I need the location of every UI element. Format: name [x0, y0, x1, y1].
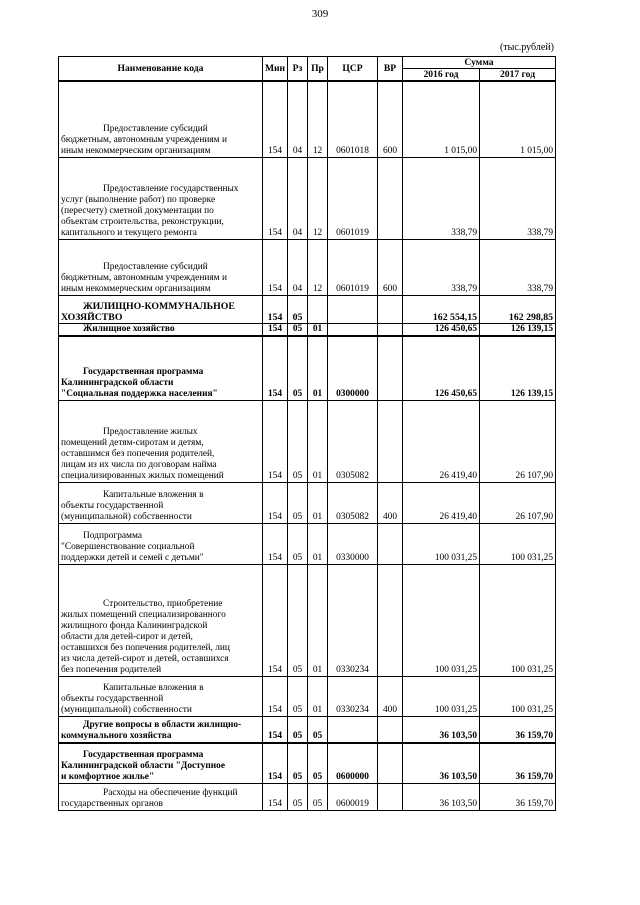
row-vr	[378, 400, 403, 482]
row-sum-2016: 36 103,50	[403, 716, 480, 743]
row-name: Предоставление субсидий бюджетным, автономным учреждениям и иным некоммерческим организациям	[59, 239, 263, 295]
row-name: Жилищное хозяйство	[59, 323, 263, 336]
row-pr: 01	[308, 482, 328, 523]
row-sum-2017: 126 139,15	[480, 336, 556, 400]
header-csr: ЦСР	[328, 57, 378, 82]
table-row	[59, 676, 556, 716]
row-csr: 0305082	[328, 400, 378, 482]
row-rz: 05	[288, 676, 308, 716]
row-sum-2017: 36 159,70	[480, 716, 556, 743]
row-name: Государственная программа Калининградской области "Доступное и комфортное жилье"	[59, 743, 263, 783]
row-pr: 01	[308, 336, 328, 400]
row-sum-2017: 26 107,90	[480, 400, 556, 482]
row-vr: 600	[378, 81, 403, 157]
row-sum-2017: 100 031,25	[480, 564, 556, 676]
header-row	[59, 57, 556, 69]
table-row	[59, 400, 556, 482]
row-sum-2016: 36 103,50	[403, 743, 480, 783]
row-name: Предоставление государственных услуг (выполнение работ) по проверке (пересчету) сметной документации по объектам строительства, реконструкции, капитального и текущего ремонта	[59, 157, 263, 239]
row-rz: 05	[288, 716, 308, 743]
row-name: Другие вопросы в области жилищно- коммунального хозяйства	[59, 716, 263, 743]
row-name: Предоставление субсидий бюджетным, автономным учреждениям и иным некоммерческим организациям	[59, 81, 263, 157]
row-min: 154	[263, 400, 288, 482]
header-name: Наименование кода	[59, 57, 263, 82]
row-csr: 0330234	[328, 564, 378, 676]
header-min: Мин	[263, 57, 288, 82]
row-vr	[378, 523, 403, 564]
row-rz: 05	[288, 523, 308, 564]
table-row	[59, 295, 556, 323]
row-rz: 05	[288, 400, 308, 482]
row-vr	[378, 336, 403, 400]
row-pr: 01	[308, 523, 328, 564]
row-pr: 01	[308, 564, 328, 676]
row-sum-2016: 100 031,25	[403, 564, 480, 676]
row-sum-2017: 36 159,70	[480, 743, 556, 783]
row-min: 154	[263, 157, 288, 239]
row-csr	[328, 295, 378, 323]
row-min: 154	[263, 743, 288, 783]
row-min: 154	[263, 482, 288, 523]
row-pr: 12	[308, 239, 328, 295]
row-vr	[378, 323, 403, 336]
row-sum-2017: 100 031,25	[480, 676, 556, 716]
row-min: 154	[263, 323, 288, 336]
page-number: 309	[311, 8, 329, 20]
row-sum-2016: 338,79	[403, 239, 480, 295]
row-vr	[378, 295, 403, 323]
units-label: (тыс.рублей)	[499, 42, 554, 53]
row-sum-2016: 36 103,50	[403, 783, 480, 810]
table-row	[59, 323, 556, 336]
row-rz: 05	[288, 743, 308, 783]
row-rz: 05	[288, 482, 308, 523]
row-sum-2017: 126 139,15	[480, 323, 556, 336]
row-sum-2017: 338,79	[480, 157, 556, 239]
header-sum: Сумма	[403, 57, 556, 69]
row-rz: 04	[288, 239, 308, 295]
table-row	[59, 239, 556, 295]
row-csr	[328, 323, 378, 336]
row-name: Капитальные вложения в объекты государственной (муниципальной) собственности	[59, 676, 263, 716]
row-name: Строительство, приобретение жилых помещений специализированного жилищного фонда Калининградской области для детей-сирот и детей, оставшихся без попечения родителей, лиц из числа детей-сирот и детей, оставшихся без попечения родителей	[59, 564, 263, 676]
row-pr: 05	[308, 743, 328, 783]
row-min: 154	[263, 336, 288, 400]
row-csr	[328, 716, 378, 743]
row-sum-2017: 162 298,85	[480, 295, 556, 323]
row-sum-2016: 26 419,40	[403, 482, 480, 523]
row-sum-2016: 100 031,25	[403, 676, 480, 716]
row-pr: 01	[308, 676, 328, 716]
header-year-2016: 2016 год	[403, 69, 480, 82]
row-rz: 05	[288, 295, 308, 323]
row-sum-2017: 36 159,70	[480, 783, 556, 810]
header-rz: Рз	[288, 57, 308, 82]
row-csr: 0330234	[328, 676, 378, 716]
row-vr: 600	[378, 239, 403, 295]
row-name: ЖИЛИЩНО-КОММУНАЛЬНОЕ ХОЗЯЙСТВО	[59, 295, 263, 323]
row-csr: 0601019	[328, 239, 378, 295]
row-pr: 01	[308, 400, 328, 482]
row-csr: 0600000	[328, 743, 378, 783]
table-row	[59, 482, 556, 523]
row-name: Предоставление жилых помещений детям-сиротам и детям, оставшимся без попечения родителей, лицам из их числа по договорам найма специализированных жилых помещений	[59, 400, 263, 482]
row-sum-2017: 100 031,25	[480, 523, 556, 564]
row-rz: 05	[288, 783, 308, 810]
table-row	[59, 743, 556, 783]
row-min: 154	[263, 716, 288, 743]
header-pr: Пр	[308, 57, 328, 82]
row-sum-2017: 338,79	[480, 239, 556, 295]
row-sum-2016: 126 450,65	[403, 336, 480, 400]
header-vr: ВР	[378, 57, 403, 82]
row-min: 154	[263, 564, 288, 676]
header-year-2017: 2017 год	[480, 69, 556, 82]
row-rz: 05	[288, 323, 308, 336]
row-pr: 05	[308, 783, 328, 810]
table-row	[59, 336, 556, 400]
row-name: Капитальные вложения в объекты государственной (муниципальной) собственности	[59, 482, 263, 523]
row-vr	[378, 743, 403, 783]
row-pr: 01	[308, 323, 328, 336]
row-csr: 0601019	[328, 157, 378, 239]
row-vr	[378, 716, 403, 743]
row-vr: 400	[378, 482, 403, 523]
budget-table	[58, 56, 556, 811]
row-name: Государственная программа Калининградской области "Социальная поддержка населения"	[59, 336, 263, 400]
row-sum-2016: 26 419,40	[403, 400, 480, 482]
row-sum-2016: 162 554,15	[403, 295, 480, 323]
row-min: 154	[263, 295, 288, 323]
table-row	[59, 564, 556, 676]
table-row	[59, 81, 556, 157]
row-name: Расходы на обеспечение функций государственных органов	[59, 783, 263, 810]
row-sum-2016: 338,79	[403, 157, 480, 239]
row-vr	[378, 783, 403, 810]
row-pr: 05	[308, 716, 328, 743]
row-csr: 0600019	[328, 783, 378, 810]
row-sum-2016: 126 450,65	[403, 323, 480, 336]
row-rz: 05	[288, 336, 308, 400]
row-min: 154	[263, 783, 288, 810]
row-sum-2017: 26 107,90	[480, 482, 556, 523]
row-csr: 0330000	[328, 523, 378, 564]
table-row	[59, 716, 556, 743]
row-vr	[378, 564, 403, 676]
table-row	[59, 523, 556, 564]
table-row	[59, 783, 556, 810]
row-min: 154	[263, 676, 288, 716]
row-rz: 05	[288, 564, 308, 676]
row-rz: 04	[288, 81, 308, 157]
row-min: 154	[263, 81, 288, 157]
row-rz: 04	[288, 157, 308, 239]
row-sum-2016: 100 031,25	[403, 523, 480, 564]
table-row	[59, 157, 556, 239]
row-csr: 0601018	[328, 81, 378, 157]
row-vr: 400	[378, 676, 403, 716]
row-pr: 12	[308, 157, 328, 239]
row-csr: 0305082	[328, 482, 378, 523]
row-min: 154	[263, 239, 288, 295]
row-csr: 0300000	[328, 336, 378, 400]
row-sum-2016: 1 015,00	[403, 81, 480, 157]
row-pr: 12	[308, 81, 328, 157]
row-pr	[308, 295, 328, 323]
row-min: 154	[263, 523, 288, 564]
row-vr	[378, 157, 403, 239]
row-sum-2017: 1 015,00	[480, 81, 556, 157]
row-name: Подпрограмма "Совершенствование социальной поддержки детей и семей с детьми"	[59, 523, 263, 564]
